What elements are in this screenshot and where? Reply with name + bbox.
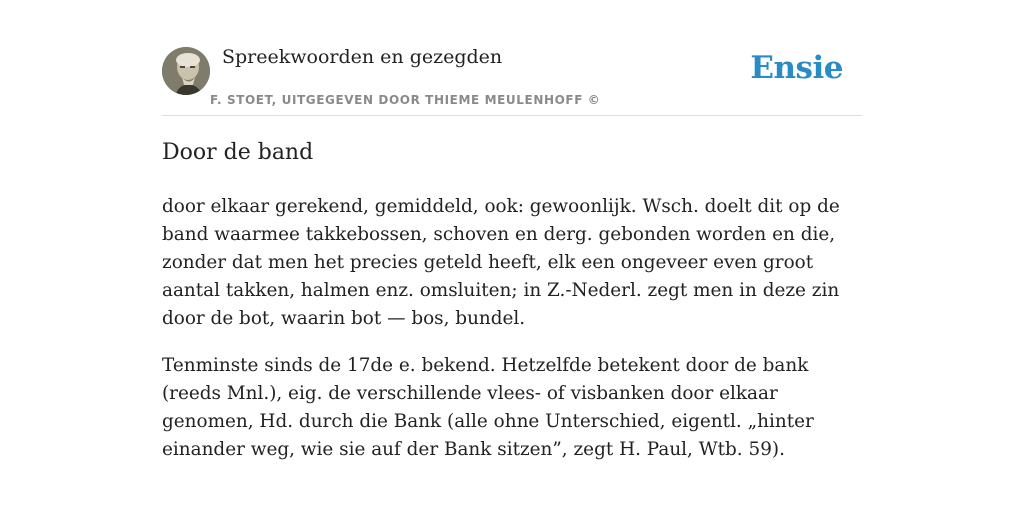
- source-author: F. STOET, UITGEGEVEN DOOR THIEME MEULENHOFF ©: [210, 93, 601, 107]
- ensie-logo[interactable]: Ensie: [750, 50, 843, 86]
- entry-paragraph: door elkaar gerekend, gemiddeld, ook: gewoonlijk. Wsch. doelt dit op de band waarmee takkebossen, schoven en derg. gebonden worden en die, zonder dat men het precies geteld heeft, elk een ongeveer even groot aantal takken, halmen enz. omsluiten; in Z.-Nederl. zegt men in deze zin door de bot, waarin bot — bos, bundel.: [162, 196, 840, 329]
- entry-paragraph: Tenminste sinds de 17de e. bekend. Hetzelfde betekent door de bank (reeds Mnl.), eig. de verschillende vlees- of visbanken door elkaar genomen, Hd. durch die Bank (alle ohne Unterschied, eigentl. „hinter einander weg, wie sie auf der Bank sitzen”, zegt H. Paul, Wtb. 59).: [162, 355, 814, 460]
- source-header: [162, 40, 862, 116]
- source-title[interactable]: Spreekwoorden en gezegden: [222, 46, 503, 68]
- entry-title: Door de band: [162, 140, 314, 165]
- entry-body: [162, 193, 862, 483]
- author-portrait-icon: [162, 47, 210, 95]
